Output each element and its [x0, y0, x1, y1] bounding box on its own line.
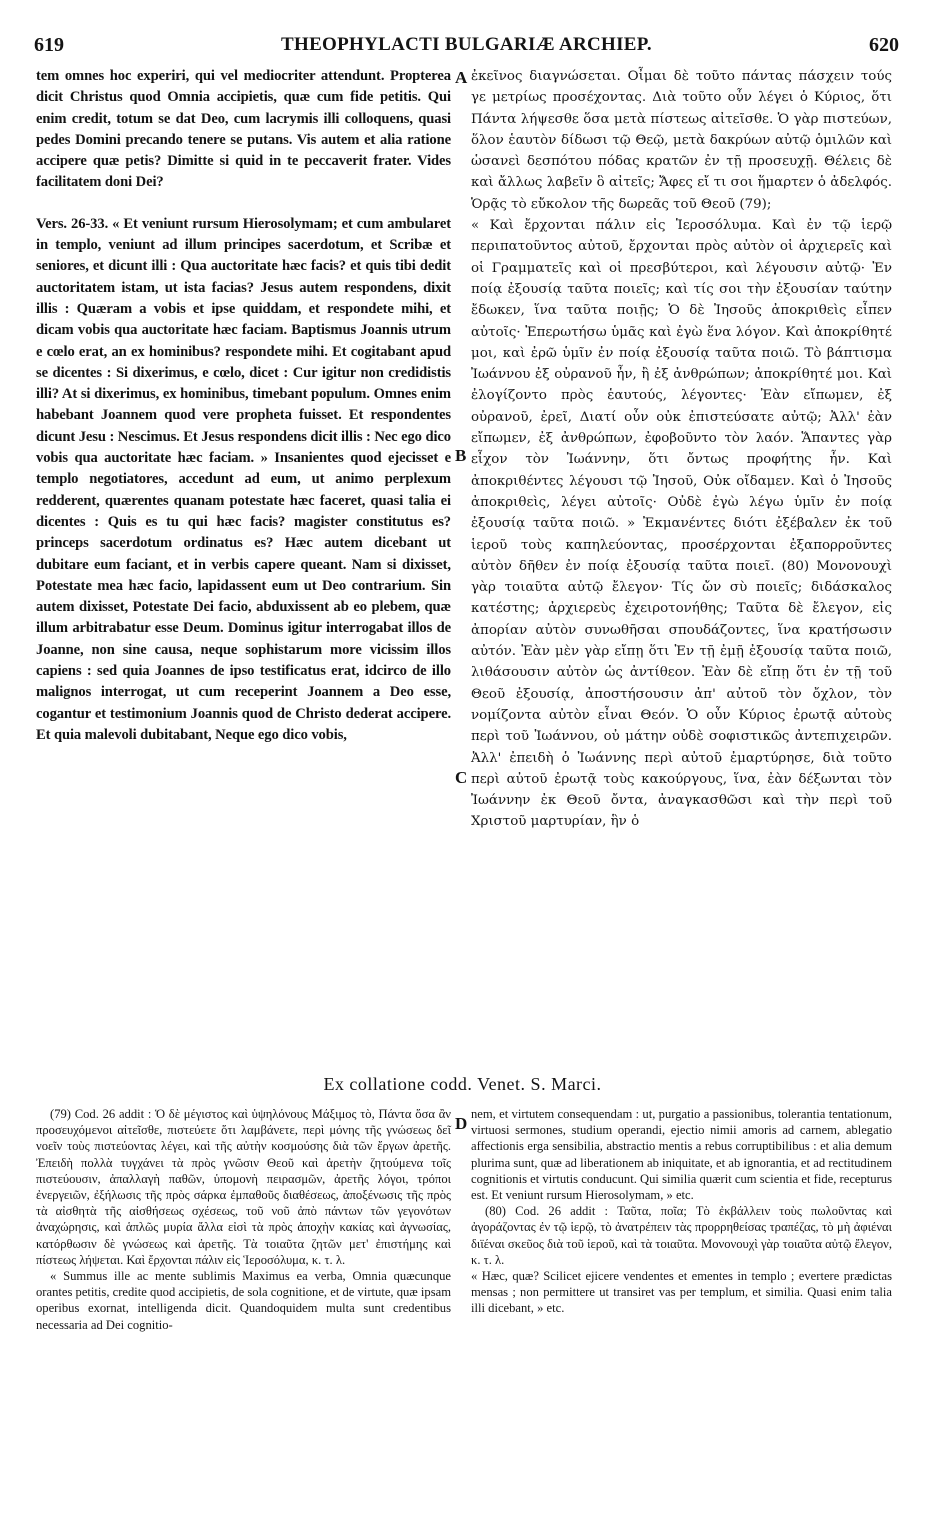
footnote: « Summus ille ac mente sublimis Maximus ea verba, Omnia quæcunque orantes petitis, credite quod accipietis, de sola cognitione, et de virtute, quæ ipsam operibus exornat, intelligenda dicit. Quandoquidem multa sunt credentibus necessaria ad Dei cognitio-	[36, 1269, 451, 1332]
margin-marker-a: A	[455, 68, 468, 87]
footnote: (80) Cod. 26 addit : Ταῦτα, ποῖα; Τὸ ἐκβάλλειν τοὺς πωλοῦντας καὶ ἀγοράζοντας ἐν τῷ ἱερῷ, τὸ ἀνατρέπειν τὰς προρρηθείσας τραπέζας, τὸ μὴ ἀφιέναι διϊέναι σκεῦος διὰ τοῦ ἱεροῦ, καὶ τὰ τοιαῦτα. Μονονουχὶ γὰρ τοιαῦτα αὐτῷ ἔλεγον, κ. τ. λ.	[471, 1204, 892, 1267]
greek-paragraph: ἐκεῖνος διαγνώσεται. Οἶμαι δὲ τοῦτο πάντας πάσχειν τούς γε μετρίως προσέχοντας. Διὰ τοῦτο οὖν λέγει ὁ Κύριος, ὅτι Πάντα λήψεσθε ὅσα μετὰ πίστεως αἰτεῖσθε. Ὁ γὰρ πιστεύων, ὅλον ἑαυτὸν δίδωσι τῷ Θεῷ, μετὰ δακρύων αὐτῷ ὁμιλῶν καὶ ὡσανεὶ δεσπότου πόδας κρατῶν ἐν τῇ προσευχῇ. Θέλεις δὲ καὶ ἄλλως λαβεῖν ὃ αἰτεῖς; Ἄφες εἴ τι σοι ἥμαρτεν ὁ ἀδελφός. Ὁρᾷς τὸ εὔκολον τῆς δωρεᾶς τοῦ Θεοῦ (79);	[471, 69, 892, 212]
footnote: « Hæc, quæ? Scilicet ejicere vendentes et ementes in templo ; evertere prædictas mensas ; non permittere ut transiret vas per templum, et similia. Quasi enim talia illi dicebant, » etc.	[471, 1269, 892, 1316]
collation-heading: Ex collatione codd. Venet. S. Marci.	[323, 1074, 602, 1094]
right-page-number: 620	[869, 34, 899, 56]
latin-paragraph: tem omnes hoc experiri, qui vel mediocriter attendunt. Propterea dicit Christus quod Omnia accipietis, quæ cum fide petitis. Qui enim credit, totum se dat Deo, cum lacrymis illi colloquens, quasi pedes Domini precando tenere se putans. Vis autem et alia ratione accipere quæ petis? Dimitte si quid in te peccaverit frater. Vides facilitatem doni Dei?	[36, 68, 451, 191]
footnotes-right	[471, 1106, 892, 1317]
running-title: THEOPHYLACTI BULGARIÆ ARCHIEP.	[281, 34, 652, 55]
footnote: nem, et virtutem consequendam : ut, purgatio a passionibus, tolerantia tentationum, virtuosi sermones, studium operandi, ejectio nimii amoris ad carnem, ablegatio affectionis erga sensibilia, abstractio mentis a rebus corruptibilibus : et alia demum plurima sunt, quæ ad liberationem ab iniquitate, et ab ignorantia, et ad rectitudinem cognitionis et virtutis conducunt. Qui similia quærit cum scientia et fide, recepturus est. Et veniunt rursum Hierosolymam, » etc.	[471, 1107, 892, 1203]
footnote: (79) Cod. 26 addit : Ὁ δὲ μέγιστος καὶ ὑψηλόνους Μάξιμος τὸ, Πάντα ὅσα ἂν προσευχόμενοι αἰτεῖσθε, πιστεύετε ὅτι λαμβάνετε, περὶ μόνης τῆς γνώσεως δεῖ νοεῖν τοὺς πιστεύοντας λέγει, καὶ τῆς αὐτὴν κοσμούσης διὰ τῶν ἔργων ἀρετῆς. Ἐπειδὴ πολλὰ τυγχάνει τὰ πρὸς γνῶσιν Θεοῦ καὶ ἀρετὴν ζητούμενα τοῖς πιστεύουσιν, ἀπαλλαγὴ παθῶν, ὑπομονὴ πειρασμῶν, ἀρετῆς λόγοι, τρόποι ἐνεργειῶν, ἐξήλωσις τῆς πρὸς σάρκα ἐμπαθοῦς διαθέσεως, ἀποξένωσις τῆς πρὸς τὰ αἰσθητὰ τῆς αἰσθήσεως σχέσεως, τοῦ νοῦ ἀπὸ πάντων τῶν γεγονότων ἀναχώρησις, καὶ ἁπλῶς μυρία ἄλλα εἰσὶ τὰ πρὸς ἀποχὴν κακίας καὶ ἀγνωσίας, κατόρθωσιν δὲ γνώσεως καὶ ἀρετῆς. Τὰ τοιαῦτα ζητῶν μετ' ἐπιστήμης καὶ πίστεως λήψεται. Καὶ ἔρχονται πάλιν εἰς Ἱεροσόλυμα, κ. τ. λ.	[36, 1107, 451, 1267]
greek-paragraph: « Καὶ ἔρχονται πάλιν εἰς Ἱεροσόλυμα. Καὶ ἐν τῷ ἱερῷ περιπατοῦντος αὐτοῦ, ἔρχονται πρὸς αὐτὸν οἱ ἀρχιερεῖς καὶ οἱ Γραμματεῖς καὶ οἱ πρεσβύτεροι, καὶ λέγουσιν αὐτῷ· Ἐν ποίᾳ ἐξουσίᾳ ταῦτα ποιεῖς; καὶ τίς σοι τὴν ἐξουσίαν ταύτην ἔδωκεν, ἵνα ταῦτα ποιῇς; Ὁ δὲ Ἰησοῦς ἀποκριθεὶς εἶπεν αὐτοῖς· Ἐπερωτήσω ὑμᾶς καὶ ἐγὼ ἕνα λόγον. Καὶ ἀποκρίθητέ μοι, καὶ ἐρῶ ὑμῖν ἐν ποίᾳ ἐξουσίᾳ ταῦτα ποιῶ. Τὸ βάπτισμα Ἰωάννου ἐξ οὐρανοῦ ἦν, ἢ ἐξ ἀνθρώπων; ἀποκρίθητέ μοι. Καὶ ἐλογίζοντο πρὸς ἑαυτούς, λέγοντες· Ἐὰν εἴπωμεν, ἐξ οὐρανοῦ, ἐρεῖ, Διατί οὖν οὐκ ἐπιστεύσατε αὐτῷ; Ἀλλ' ἐὰν εἴπωμεν, ἐξ ἀνθρώπων, ἐφοβοῦντο τὸν λαόν. Ἅπαντες γὰρ εἶχον τὸν Ἰωάννην, ὅτι ὄντως προφήτης ἦν. Καὶ ἀποκριθέντες λέγουσι τῷ Ἰησοῦ, Οὐκ οἴδαμεν. Καὶ ὁ Ἰησοῦς ἀποκριθεὶς, λέγει αὐτοῖς· Οὐδὲ ἐγὼ λέγω ὑμῖν ἐν ποίᾳ ἐξουσίᾳ ταῦτα ποιῶ. » Ἐκμανέντες διότι ἐξέβαλεν ἐκ τοῦ ἱεροῦ τοὺς καπηλεύοντας, προσέρχονται ἐξαπορροῦντες αὐτὸν δῆθεν ἐν ποίᾳ ἐξουσίᾳ ταῦτα ποιεῖ. (80) Μονονουχὶ γὰρ τοιαῦτα αὐτῷ ἔλεγον· Τίς ὤν σὺ ποιεῖς; διδάσκαλος κατέστης; ἀρχιερεὺς ἐχειροτονήθης; Ταῦτα δὲ ἔλεγον, εἰς ἀπορίαν αὐτὸν συνωθῆσαι σπουδάζοντες, ἵνα κρατήσωσιν αὐτόν. Ἐὰν μὲν γὰρ εἴπῃ ὅτι Ἐν τῇ ἐμῇ ἐξουσίᾳ ταῦτα ποιῶ, λιθάσουσιν αὐτὸν ὡς ἀντίθεον. Ἐὰν δὲ εἴπῃ ὅτι ἐν τῇ τοῦ Θεοῦ ἐξουσίᾳ, ἀποστήσουσιν ἀπ' αὐτοῦ τὸν ὄχλον, τὸν νομίζοντα αὐτὸν εἶναι Θεόν. Ὁ οὖν Κύριος ἐρωτᾷ αὐτοὺς περὶ τοῦ Ἰωάννου, οὐ μάτην οὐδὲ σοφιστικῶς ἀντεπιχειρῶν. Ἀλλ' ἐπειδὴ ὁ Ἰωάννης περὶ αὐτοῦ ἐμαρτύρησε, διὰ τοῦτο περὶ αὐτοῦ ἐρωτᾷ τοὺς κακούργους, ἵνα, ἐὰν δέξωνται τὸν Ἰωάννην ἐκ Θεοῦ ὄντα, ἀναγκασθῶσι καὶ τὴν περὶ τοῦ Χριστοῦ μαρτυρίαν, ἣν ὁ	[471, 218, 892, 830]
greek-column	[471, 66, 892, 833]
running-header	[34, 34, 899, 58]
left-page-number: 619	[34, 34, 64, 56]
latin-column	[36, 66, 451, 746]
margin-marker-c: C	[455, 768, 468, 787]
margin-marker-d: D	[455, 1114, 468, 1133]
latin-paragraph: Vers. 26-33. « Et veniunt rursum Hierosolymam; et cum ambularet in templo, veniunt ad illum principes sacerdotum, et Scribæ et seniores, et dicunt illi : Qua auctoritate hæc facis? et quis tibi dedit auctoritatem istam, ut ista facias? Jesus autem respondens, dixit illis : Quæram a vobis et ipse quiddam, et respondete mihi, et dicam vobis qua auctoritate hæc faciam. Baptismus Joannis utrum e cœlo erat, an ex hominibus? respondete mihi. Et cogitabant apud se dicentes : Si dixerimus, e cœlo, dicet : Cur igitur non credidistis illi? At si dixerimus, ex hominibus, timebant populum. Omnes enim habebant Joannem quod vere propheta fuisset. Et respondentes dicunt Jesu : Nescimus. Et Jesus respondens dicit illis : Nec ego dico vobis qua auctoritate hæc faciam. » Insanientes quod ejecisset e templo negotiatores, accedunt ad eum, ut animo perplexum redderent, quærentes quanam potestate hæc faceret, quasi talia ei dicentes : Quis es tu qui hæc facis? magister constitutus es? princeps sacerdotum ordinatus es? Hæc autem dicebant ut dubitare eum faciant, et in verbis capere queant. Nam si dixisset, Potestate mea hæc facio, lapidassent eum ut Deo contrarium. Sin autem dixisset, Potestate Dei facio, abduxissent ab eo plebem, quæ illum arbitrabatur esse Deum. Dominus igitur interrogabat illos de Joanne, non sine causa, neque sophistarum more vicissim illos capiens : sed quia Joannes de ipso testificatus erat, idcirco de illo malignos interrogat, ut cum receperint Joannem a Deo esse, cogantur et testimonium Joannis quod de Christo dederat accipere. Et quia malevoli dubitabant, Neque ego dico vobis,	[36, 215, 451, 743]
footnotes-left	[36, 1106, 451, 1333]
margin-marker-b: B	[455, 446, 467, 465]
